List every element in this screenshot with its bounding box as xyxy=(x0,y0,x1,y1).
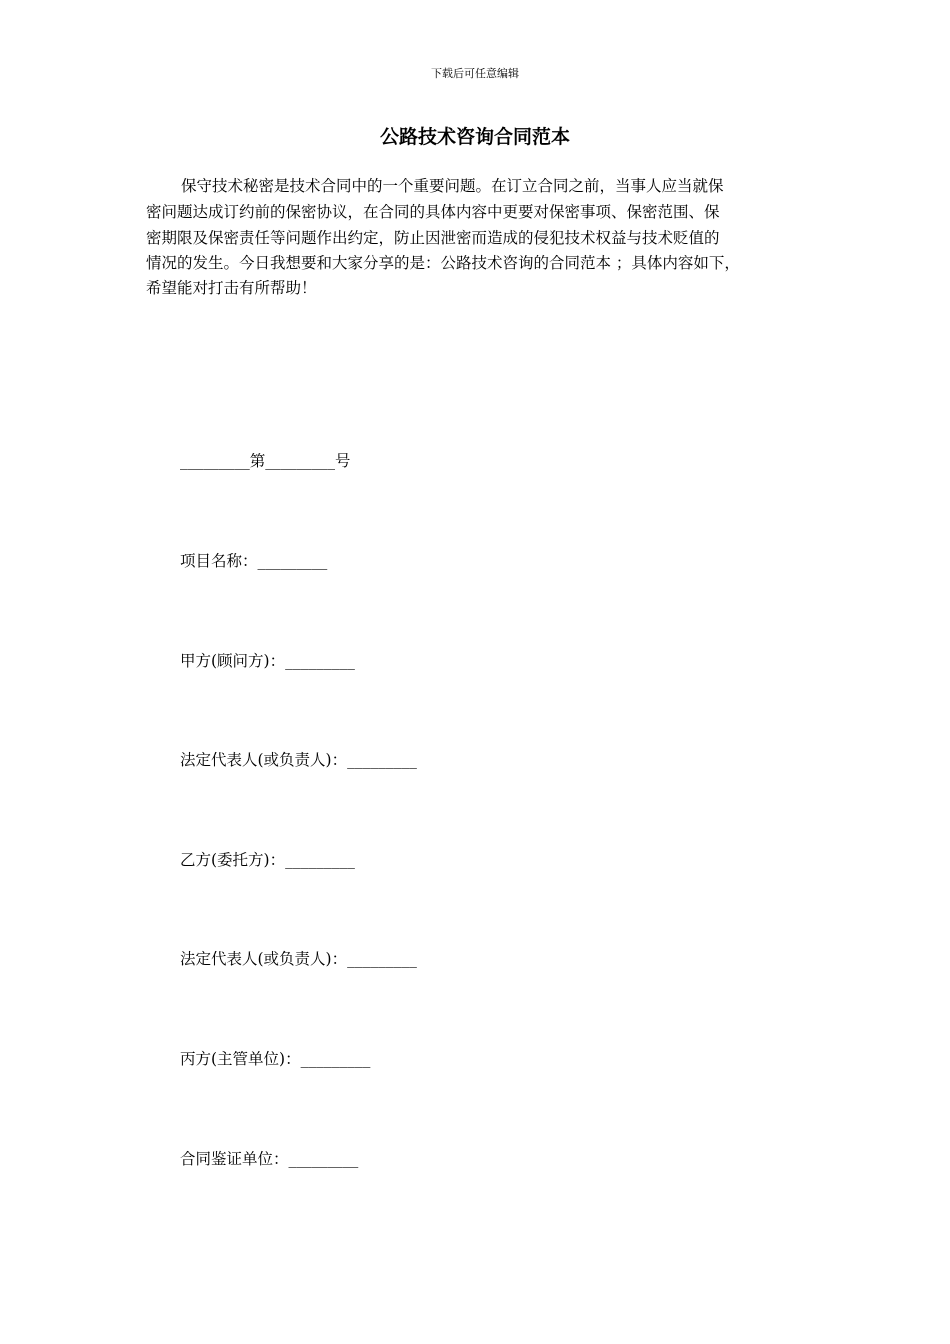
intro-line-5: 希望能对打击有所帮助！ xyxy=(146,279,317,297)
project-name-field: 项目名称：_________ xyxy=(180,552,328,570)
party-c-field: 丙方(主管单位)：_________ xyxy=(180,1050,371,1068)
party-b-field: 乙方(委托方)：_________ xyxy=(180,851,355,869)
party-b-representative-field: 法定代表人(或负责人)：_________ xyxy=(180,950,417,968)
intro-line-4: 情况的发生。今日我想要和大家分享的是：公路技术咨询的合同范本 ；具体内容如下， xyxy=(146,254,740,272)
party-a-field: 甲方(顾问方)：_________ xyxy=(180,652,355,670)
verification-unit-field: 合同鉴证单位：_________ xyxy=(180,1150,359,1168)
document-title: 公路技术咨询合同范本 xyxy=(379,126,570,148)
intro-line-2: 密问题达成订约前的保密协议，在合同的具体内容中更要对保密事项、保密范围、保 xyxy=(146,203,720,221)
contract-number-field: _________第_________号 xyxy=(180,452,351,470)
intro-line-3: 密期限及保密责任等问题作出约定，防止因泄密而造成的侵犯技术权益与技术贬值的 xyxy=(146,229,720,247)
party-a-representative-field: 法定代表人(或负责人)：_________ xyxy=(180,751,417,769)
intro-line-1: 保守技术秘密是技术合同中的一个重要问题。在订立合同之前，当事人应当就保 xyxy=(181,177,724,195)
header-note: 下载后可任意编辑 xyxy=(431,67,519,80)
